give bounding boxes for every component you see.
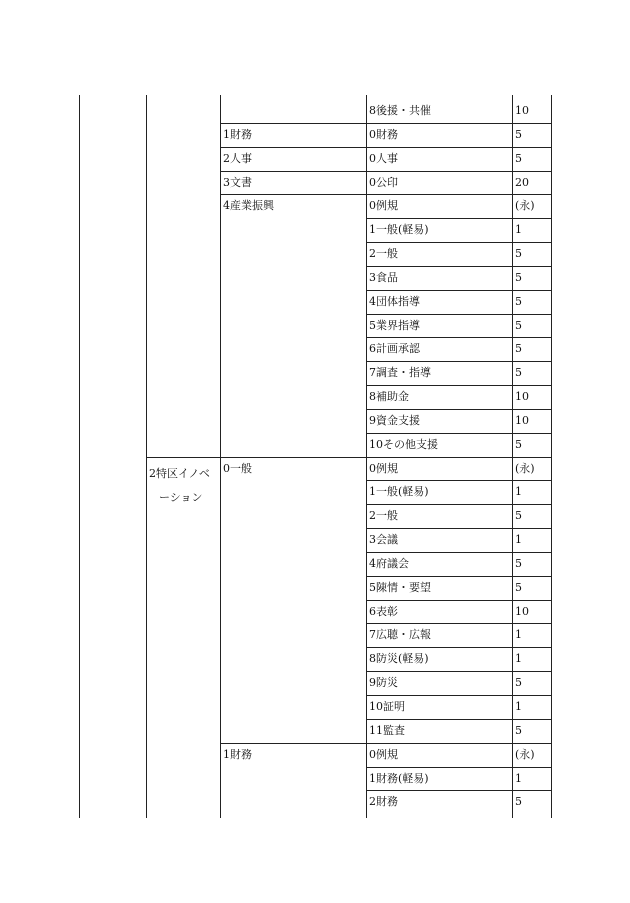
table-cell-col5: 5 [515,509,522,522]
table-cell-col5: 5 [515,795,522,808]
table-row-separator-major [220,194,551,195]
table-cell-col4: 0公印 [369,176,398,189]
table-row-separator [366,600,551,601]
table-row-separator-major [220,147,551,148]
table-border-left [79,95,80,818]
table-cell-col5: 5 [515,128,522,141]
table-cell-col4: 5陳情・要望 [369,581,431,594]
table-row-separator [366,480,551,481]
table-cell-col4: 10その他支援 [369,438,438,451]
table-row-separator [366,623,551,624]
table-row-separator [366,528,551,529]
table-row-separator [366,290,551,291]
table-cell-col5: 5 [515,247,522,260]
table-cell-col5: 5 [515,581,522,594]
table-row-separator-major [220,743,551,744]
table-cell-col3: 0一般 [223,462,252,475]
table-row-separator [366,337,551,338]
table-cell-col4: 0財務 [369,128,398,141]
table-row-separator [366,218,551,219]
table-cell-col4: 0例規 [369,748,398,761]
table-row-separator [366,671,551,672]
table-row-separator [366,504,551,505]
table-cell-col5: 1 [515,485,522,498]
table-cell-col4: 8後援・共催 [369,104,431,117]
table-cell-col4: 1一般(軽易) [369,485,429,498]
table-cell-col5: 1 [515,628,522,641]
table-cell-col4: 4府議会 [369,557,409,570]
table-cell-col5: 1 [515,223,522,236]
table-cell-col5: 5 [515,724,522,737]
table-row-separator [366,433,551,434]
table-row-separator-major [146,457,551,458]
table-row-separator [366,719,551,720]
table-cell-col5: 10 [515,390,529,403]
table-cell-col4: 10証明 [369,700,405,713]
section2-label-line2: ーション [159,491,203,504]
table-cell-col5: 5 [515,438,522,451]
table-cell-col3: 1財務 [223,128,252,141]
table-cell-col4: 2財務 [369,795,398,808]
table-cell-col5: 1 [515,533,522,546]
table-row-separator [366,576,551,577]
table-cell-col5: 5 [515,366,522,379]
table-row-separator [366,767,551,768]
table-cell-col5: 1 [515,652,522,665]
table-row-separator [366,266,551,267]
table-cell-col4: 4団体指導 [369,295,420,308]
table-cell-col4: 5業界指導 [369,319,420,332]
table-cell-col5: 5 [515,295,522,308]
table-cell-col4: 6計画承認 [369,342,420,355]
table-cell-col4: 8補助金 [369,390,409,403]
table-cell-col4: 9防災 [369,676,398,689]
table-cell-col4: 2一般 [369,509,398,522]
section2-label-line1: 2特区イノベ [149,467,210,480]
table-cell-col4: 0人事 [369,152,398,165]
table-cell-col5: 1 [515,772,522,785]
table-cell-col4: 2一般 [369,247,398,260]
table-row-separator [366,314,551,315]
table-cell-col5: (永) [515,748,535,761]
table-cell-col4: 0例規 [369,462,398,475]
table-cell-col4: 11監査 [369,724,405,737]
table-cell-col4: 1一般(軽易) [369,223,429,236]
table-cell-col5: 5 [515,676,522,689]
table-cell-col3: 4産業振興 [223,199,274,212]
table-cell-col5: (永) [515,199,535,212]
table-cell-col5: 5 [515,152,522,165]
table-row-separator [366,242,551,243]
table-row-separator [366,385,551,386]
table-cell-col4: 7広聴・広報 [369,628,431,641]
table-row-separator-major [220,123,551,124]
table-cell-col3: 3文書 [223,176,252,189]
table-cell-col4: 1財務(軽易) [369,772,429,785]
table-row-separator [366,647,551,648]
table-cell-col3: 2人事 [223,152,252,165]
table-cell-col5: 20 [515,176,529,189]
table-cell-col4: 8防災(軽易) [369,652,429,665]
table-cell-col4: 9資金支援 [369,414,420,427]
table-cell-col5: 10 [515,104,529,117]
table-row-separator [366,361,551,362]
table-cell-col5: 5 [515,271,522,284]
table-row-separator [366,409,551,410]
table-cell-col4: 6表彰 [369,605,398,618]
table-border-right [551,95,552,818]
table-cell-col5: 5 [515,319,522,332]
table-row-separator [366,790,551,791]
table-row-separator-major [220,171,551,172]
table-cell-col5: 5 [515,342,522,355]
table-cell-col5: 5 [515,557,522,570]
table-cell-col5: 10 [515,605,529,618]
table-cell-col4: 3会議 [369,533,398,546]
table-cell-col5: 10 [515,414,529,427]
table-cell-col4: 3食品 [369,271,398,284]
table-cell-col4: 0例規 [369,199,398,212]
table-row-separator [366,695,551,696]
table-cell-col5: (永) [515,462,535,475]
table-cell-col3: 1財務 [223,748,252,761]
table-row-separator [366,552,551,553]
table-cell-col5: 1 [515,700,522,713]
table-cell-col4: 7調査・指導 [369,366,431,379]
